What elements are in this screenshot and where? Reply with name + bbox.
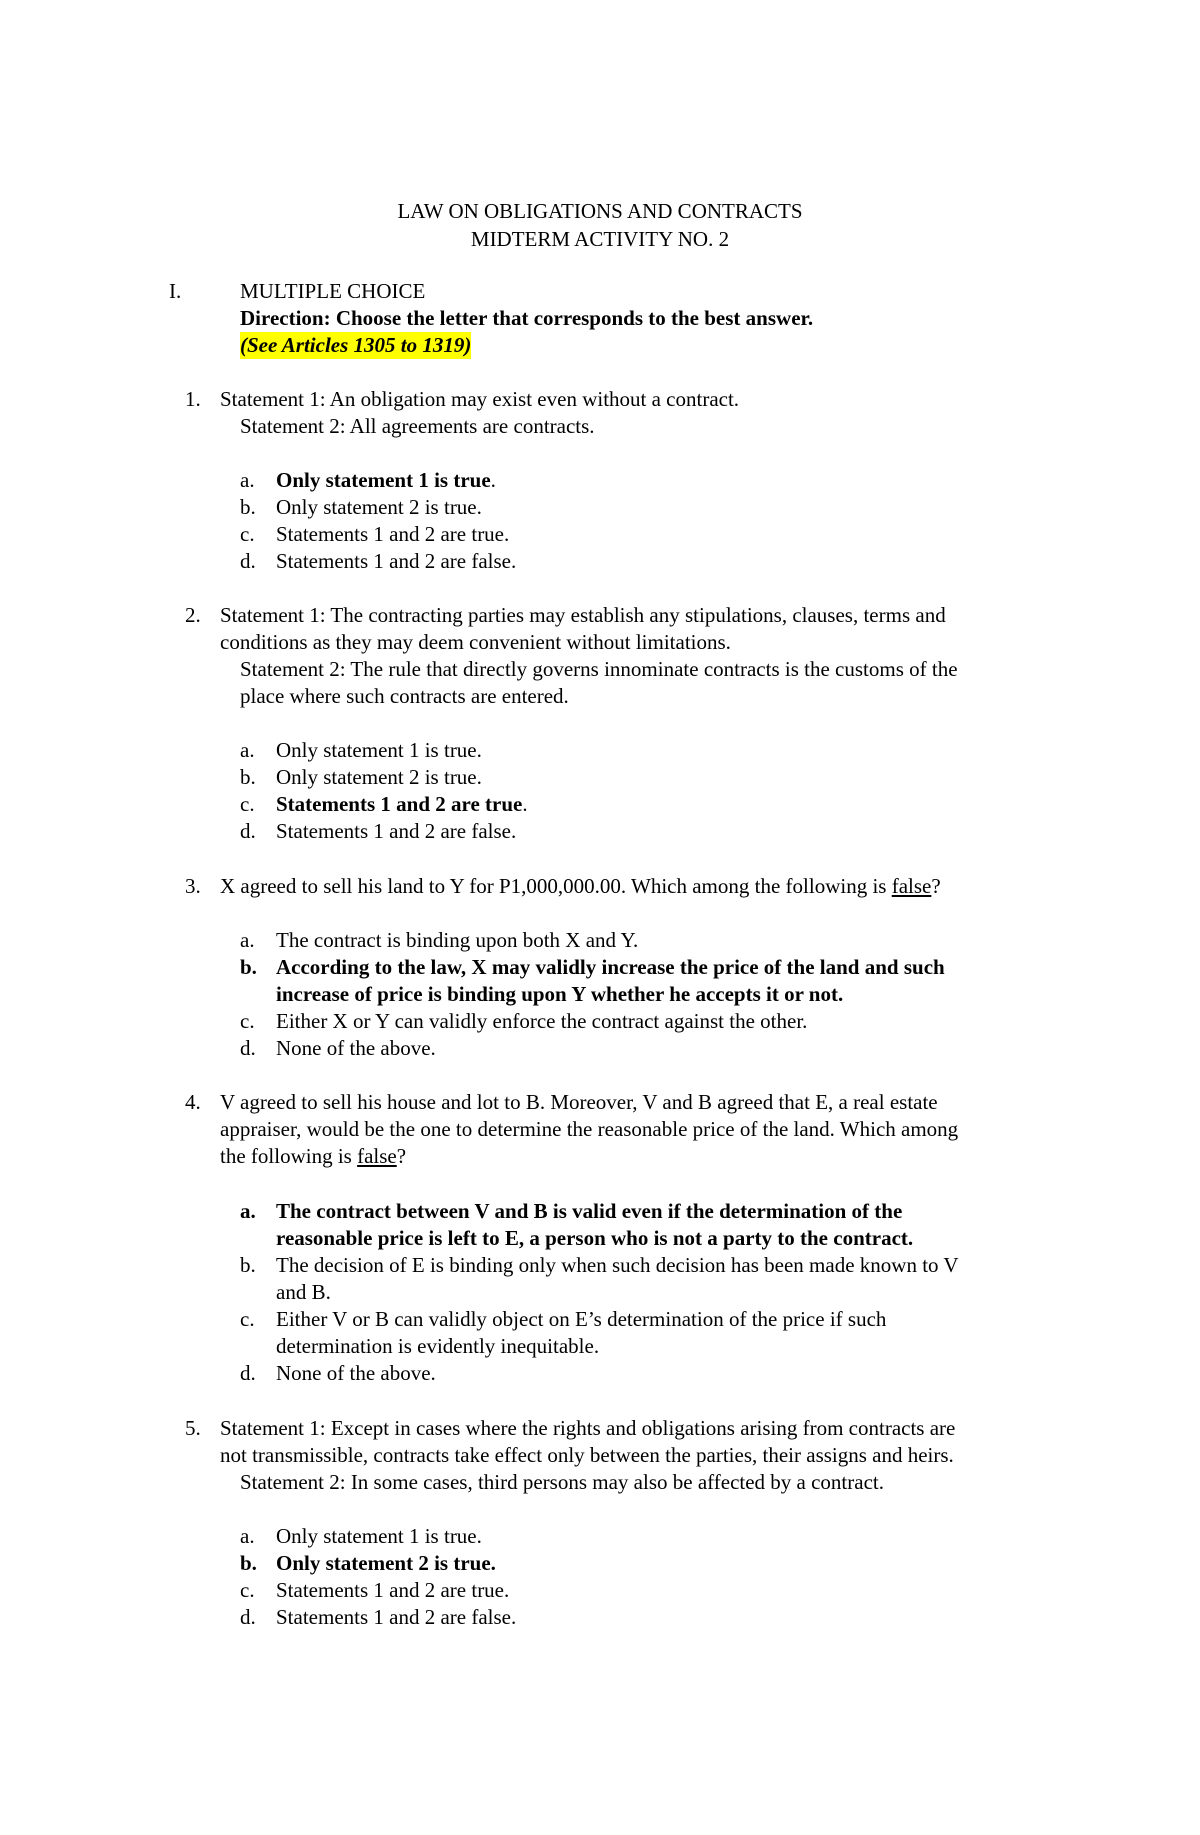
question-number: 1. bbox=[185, 387, 201, 411]
question-3 bbox=[185, 873, 1060, 900]
option-d bbox=[240, 1035, 1060, 1062]
option-a bbox=[240, 927, 1060, 954]
option-text: Only statement 2 is true. bbox=[276, 765, 482, 789]
option-letter: d. bbox=[240, 1361, 256, 1385]
question-2-options bbox=[240, 737, 1060, 845]
option-letter: b. bbox=[240, 1253, 256, 1277]
option-text-correct: Only statement 1 is true bbox=[276, 468, 491, 492]
stem-end: ? bbox=[931, 874, 941, 898]
option-letter: a. bbox=[240, 928, 255, 952]
option-suffix: . bbox=[490, 468, 496, 492]
option-a-correct bbox=[240, 1198, 1060, 1252]
question-statement-2-line-2: place where such contracts are entered. bbox=[240, 684, 569, 708]
question-stem-line-1: V agreed to sell his house and lot to B. Moreover, V and B agreed that E, a real estate bbox=[220, 1090, 938, 1114]
document-title: LAW ON OBLIGATIONS AND CONTRACTS bbox=[397, 199, 803, 223]
section-heading: MULTIPLE CHOICE bbox=[240, 279, 426, 303]
question-4-options bbox=[240, 1198, 1060, 1387]
option-letter: b. bbox=[240, 495, 256, 519]
option-letter: d. bbox=[240, 549, 256, 573]
stem-text: X agreed to sell his land to Y for P1,000,000.00. Which among the following is bbox=[220, 874, 892, 898]
option-c bbox=[240, 1577, 1060, 1604]
option-d bbox=[240, 548, 1060, 575]
option-a bbox=[240, 467, 1060, 494]
question-statement-2-line-1: Statement 2: The rule that directly governs innominate contracts is the customs of the bbox=[240, 657, 958, 681]
question-statement-2: Statement 2: All agreements are contracts. bbox=[240, 414, 595, 438]
question-number: 2. bbox=[185, 603, 201, 627]
question-3-options bbox=[240, 927, 1060, 1062]
option-text: Statements 1 and 2 are false. bbox=[276, 549, 517, 573]
stem-underlined: false bbox=[357, 1144, 397, 1168]
question-5 bbox=[185, 1415, 1060, 1496]
option-c bbox=[240, 1306, 1060, 1360]
question-statement-1: Statement 1: An obligation may exist even without a contract. bbox=[220, 387, 740, 411]
option-letter: b. bbox=[240, 955, 257, 979]
stem-text: the following is bbox=[220, 1144, 358, 1168]
option-c bbox=[240, 791, 1060, 818]
option-a bbox=[240, 1523, 1060, 1550]
option-letter: a. bbox=[240, 468, 255, 492]
option-letter: b. bbox=[240, 765, 256, 789]
question-stem bbox=[220, 873, 1060, 900]
stem-end: ? bbox=[396, 1144, 407, 1168]
section-direction: Direction: Choose the letter that corresponds to the best answer. bbox=[240, 306, 814, 330]
option-letter: a. bbox=[240, 1524, 255, 1548]
question-1 bbox=[185, 386, 1060, 440]
option-d bbox=[240, 818, 1060, 845]
option-text-line-1: According to the law, X may validly increase the price of the land and such bbox=[276, 955, 945, 979]
option-text: Only statement 2 is true. bbox=[276, 495, 482, 519]
question-stem-line-3 bbox=[220, 1143, 1060, 1170]
option-text-line-1: Either V or B can validly object on E’s determination of the price if such bbox=[276, 1307, 887, 1331]
option-text-line-2: increase of price is binding upon Y whether he accepts it or not. bbox=[276, 982, 844, 1006]
question-2 bbox=[185, 602, 1060, 710]
option-text-line-2: and B. bbox=[276, 1280, 331, 1304]
articles-reference-highlight: (See Articles 1305 to 1319) bbox=[240, 333, 472, 357]
stem-underlined: false bbox=[891, 874, 932, 898]
option-text-line-1: The decision of E is binding only when such decision has been made known to V bbox=[276, 1253, 959, 1277]
question-number: 4. bbox=[185, 1090, 201, 1114]
option-text: Statements 1 and 2 are false. bbox=[276, 1605, 517, 1629]
question-statement-1-line-2: not transmissible, contracts take effect only between the parties, their assigns and heirs. bbox=[220, 1443, 954, 1467]
option-letter: d. bbox=[240, 1036, 256, 1060]
option-text-line-2: determination is evidently inequitable. bbox=[276, 1334, 600, 1358]
option-text: None of the above. bbox=[276, 1361, 436, 1385]
option-text: Statements 1 and 2 are true. bbox=[276, 522, 510, 546]
option-text: Only statement 1 is true. bbox=[276, 738, 482, 762]
question-number: 3. bbox=[185, 874, 201, 898]
option-c bbox=[240, 1008, 1060, 1035]
option-letter: c. bbox=[240, 1578, 255, 1602]
question-1-options bbox=[240, 467, 1060, 575]
question-statement-1-line-2: conditions as they may deem convenient without limitations. bbox=[220, 630, 731, 654]
option-text: Statements 1 and 2 are false. bbox=[276, 819, 517, 843]
option-letter: b. bbox=[240, 1551, 257, 1575]
option-letter: a. bbox=[240, 738, 255, 762]
option-text: The contract is binding upon both X and Y. bbox=[276, 928, 639, 952]
option-text-line-2: reasonable price is left to E, a person who is not a party to the contract. bbox=[276, 1226, 914, 1250]
option-b-correct bbox=[240, 1550, 1060, 1577]
question-statement-2: Statement 2: In some cases, third persons may also be affected by a contract. bbox=[240, 1470, 884, 1494]
question-number: 5. bbox=[185, 1416, 201, 1440]
option-text: Statements 1 and 2 are true. bbox=[276, 1578, 510, 1602]
option-b bbox=[240, 764, 1060, 791]
option-c bbox=[240, 521, 1060, 548]
option-b bbox=[240, 1252, 1060, 1306]
option-letter: a. bbox=[240, 1199, 256, 1223]
option-text: Either X or Y can validly enforce the contract against the other. bbox=[276, 1009, 808, 1033]
option-text-correct: Statements 1 and 2 are true bbox=[276, 792, 523, 816]
document-subtitle: MIDTERM ACTIVITY NO. 2 bbox=[470, 227, 730, 251]
option-d bbox=[240, 1604, 1060, 1631]
section-number: I. bbox=[169, 279, 182, 303]
option-letter: c. bbox=[240, 1009, 255, 1033]
option-suffix: . bbox=[522, 792, 528, 816]
option-letter: d. bbox=[240, 1605, 256, 1629]
question-statement-1-line-1: Statement 1: Except in cases where the rights and obligations arising from contracts are bbox=[220, 1416, 956, 1440]
option-text-line-1: The contract between V and B is valid even if the determination of the bbox=[276, 1199, 903, 1223]
option-text-correct: Only statement 2 is true. bbox=[276, 1551, 496, 1575]
option-d bbox=[240, 1360, 1060, 1387]
option-b-correct bbox=[240, 954, 1060, 1008]
option-letter: c. bbox=[240, 522, 255, 546]
option-a bbox=[240, 737, 1060, 764]
option-b bbox=[240, 494, 1060, 521]
question-4 bbox=[185, 1089, 1060, 1170]
question-5-options bbox=[240, 1523, 1060, 1631]
option-text: None of the above. bbox=[276, 1036, 436, 1060]
question-statement-1-line-1: Statement 1: The contracting parties may establish any stipulations, clauses, terms and bbox=[220, 603, 946, 627]
option-letter: c. bbox=[240, 792, 255, 816]
question-stem-line-2: appraiser, would be the one to determine the reasonable price of the land. Which among bbox=[220, 1117, 959, 1141]
option-letter: d. bbox=[240, 819, 256, 843]
option-letter: c. bbox=[240, 1307, 255, 1331]
option-text: Only statement 1 is true. bbox=[276, 1524, 482, 1548]
